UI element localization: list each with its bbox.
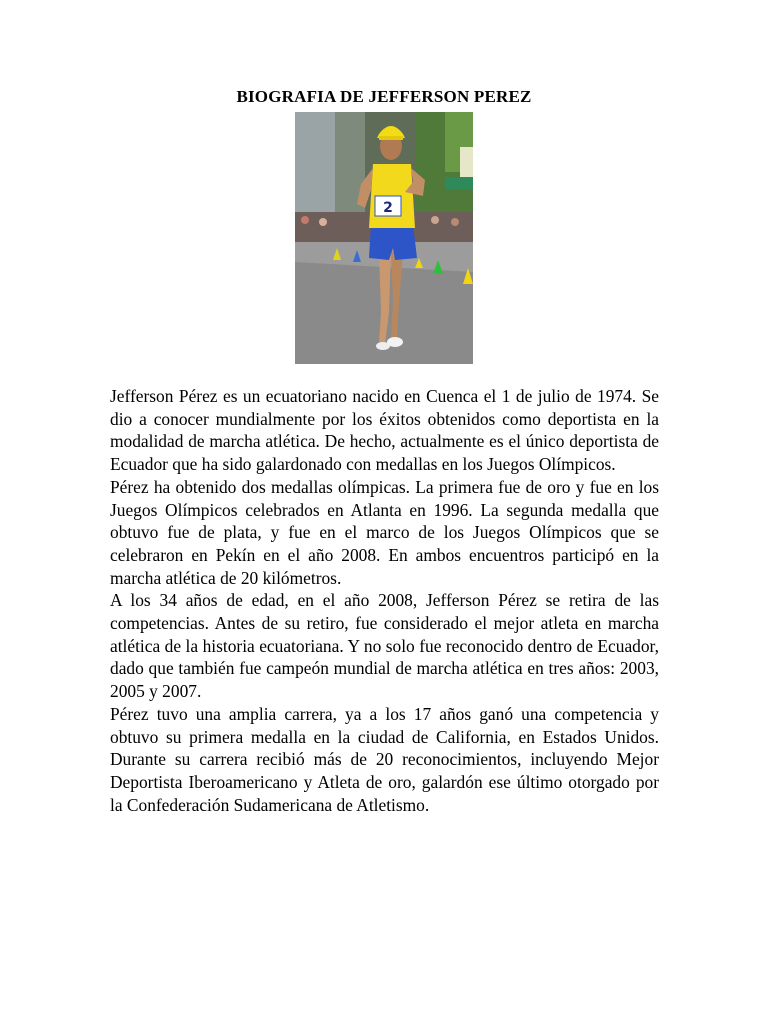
paragraph-medals: Pérez ha obtenido dos medallas olímpicas. La primera fue de oro y fue en los Juegos Olímpicos celebrados en Atlanta en 1996. La segunda medalla que obtuvo fue de plata, y fue en el marco de los Juegos Olímpicos que se celebraron en Pekín en el año 2008. En ambos encuentros participó en la marcha atlética de 20 kilómetros. (110, 476, 659, 588)
athlete-photo (295, 112, 473, 364)
paragraph-career: Pérez tuvo una amplia carrera, ya a los 17 años ganó una competencia y obtuvo su primera medalla en la ciudad de California, en Estados Unidos. Durante su carrera recibió más de 20 reconocimientos, incluyendo Mejor Deportista Iberoamericano y Atleta de oro, galardón ese último otorgado por la Confederación Sudamericana de Atletismo. (110, 703, 659, 815)
document-title: BIOGRAFIA DE JEFFERSON PEREZ (236, 87, 532, 106)
paragraph-birth: Jefferson Pérez es un ecuatoriano nacido en Cuenca el 1 de julio de 1974. Se dio a conocer mundialmente por los éxitos obtenidos como deportista en la modalidad de marcha atlética. De hecho, actualmente es el único deportista de Ecuador que ha sido galardonado con medallas en los Juegos Olímpicos. (110, 386, 659, 475)
biography-text (110, 385, 659, 816)
bib-number: 2 (383, 200, 393, 216)
paragraph-retirement: A los 34 años de edad, en el año 2008, Jefferson Pérez se retira de las competencias. Antes de su retiro, fue considerado el mejor atleta en marcha atlética de la historia ecuatoriana. Y no solo fue reconocido dentro de Ecuador, dado que también fue campeón mundial de marcha atlética en tres años: 2003, 2005 y 2007. (110, 590, 659, 702)
